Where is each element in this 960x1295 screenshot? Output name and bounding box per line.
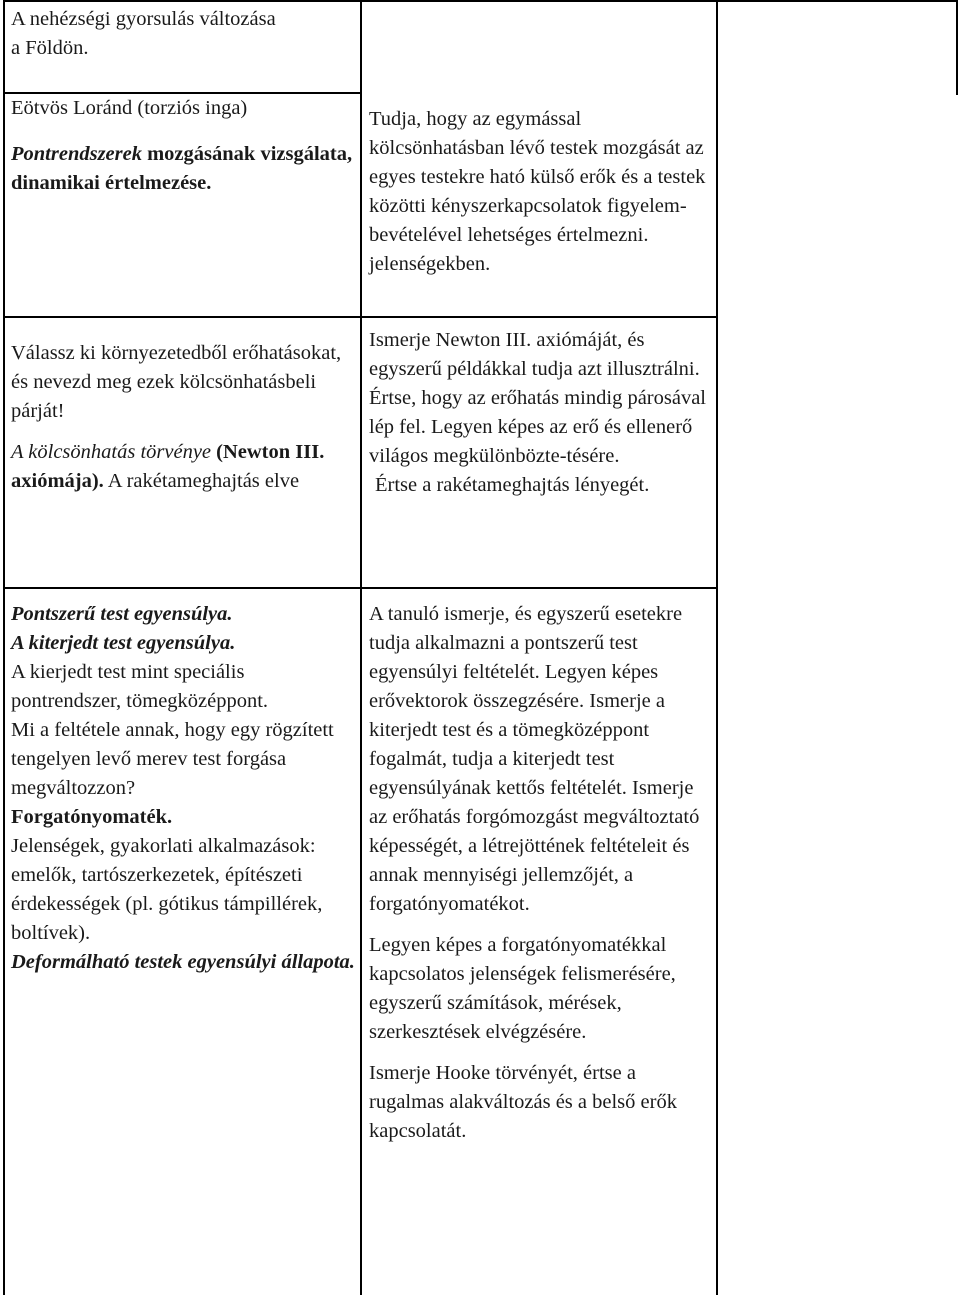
table-top-border xyxy=(3,0,958,2)
col2-right-border xyxy=(716,0,718,1295)
newton-law-term: A kölcsönhatás törvénye xyxy=(11,441,212,463)
rocket-objective-text: Értse a rakétameghajtás lényegét. xyxy=(375,474,650,496)
pontrendszerek-term: Pontrendszerek xyxy=(11,143,142,165)
hooke-objective-text: Ismerje Hooke törvényét, értse a rugalmas alakváltozás és a belső erők kapcsolatát. xyxy=(369,1062,677,1142)
pontrendszerek-rest: mozgásának vizsgálata, dinamikai értelmezése. xyxy=(11,143,353,194)
col1-row3-cell xyxy=(11,339,356,496)
pontrendszerek-paragraph xyxy=(11,140,356,198)
col1-row1-cell xyxy=(11,5,356,63)
deformable-bodies-term: Deformálható testek egyensúlyi állapota. xyxy=(11,951,355,973)
interaction-understanding-text: Tudja, hogy az egymással kölcsönhatásban lévő testek mozgását az egyes testekre ható külső erők és a testek közötti kényszerkapcsolatok figyelem-bevételével lehetséges értelmezni. jelenségekben. xyxy=(369,108,706,275)
applications-label: Jelenségek, gyakorlati alkalmazások: xyxy=(11,835,316,857)
center-of-mass-text: A kierjedt test mint speciális pontrendszer, tömegközéppont. xyxy=(11,661,269,712)
col2-row2-cell xyxy=(369,105,709,279)
interaction-task-text: Válassz ki környezetedből erőhatásokat, és nevezd meg ezek kölcsönhatásbeli párját! xyxy=(11,342,342,422)
newton-third-law-paragraph xyxy=(11,438,356,496)
table-left-border xyxy=(3,0,5,1295)
eotvos-text: Eötvös Loránd (torziós inga) xyxy=(11,97,248,119)
gravity-line2: a Földön. xyxy=(11,37,89,59)
rocket-propulsion-text: A rakétameghajtás elve xyxy=(103,470,300,492)
torque-term: Forgatónyomaték. xyxy=(11,806,173,828)
torque-objective-text: Legyen képes a forgatónyomatékkal kapcsolatos jelenségek felismerésére, egyszerű számítások, mérések, szerkesztések elvégzésére. xyxy=(369,934,676,1043)
newton-axiom-label: (Newton III. axiómája). xyxy=(11,441,325,492)
col2-row3-cell xyxy=(369,326,709,500)
equilibrium-objective-text: A tanuló ismerje, és egyszerű esetekre tudja alkalmazni a pontszerű test egyensúlyi feltételét. Legyen képes erővektorok összegzésére. Ismerje a kiterjedt test és a tömegközéppont fogalmát, tudja a kiterjedt test egyensúlyának kettős feltételét. Ismerje az erőhatás forgómozgást megváltoztató képességét, a létrejöttének feltételeit és annak mennyiségi jellemzőjét, a forgatónyomatékot. xyxy=(369,603,700,915)
extended-body-equilibrium: A kiterjedt test egyensúlya. xyxy=(11,632,236,654)
newton-objective-text: Ismerje Newton III. axiómáját, és egyszerű példákkal tudja azt illusztrálni. Értse, hogy az erőhatás mindig párosával lép fel. Legyen képes az erő és ellenerő világos megkülönbözte-tésére. xyxy=(369,329,706,467)
col1-row4-cell xyxy=(11,600,356,977)
gravity-line1: A nehézségi gyorsulás változása xyxy=(11,8,276,30)
point-mass-equilibrium: Pontszerű test egyensúlya. xyxy=(11,603,233,625)
rotation-question: Mi a feltétele annak, hogy egy rögzített tengelyen levő merev test forgása megváltozzon? xyxy=(11,719,334,799)
col1-row2-cell xyxy=(11,94,356,198)
table-right-border xyxy=(956,0,958,95)
applications-list: emelők, tartószerkezetek, építészeti érdekességek (pl. gótikus támpillérek, boltívek). xyxy=(11,864,323,944)
col1-right-border xyxy=(360,0,362,1295)
gravity-variation-text xyxy=(11,5,356,63)
col2-row4-cell xyxy=(369,600,709,1146)
